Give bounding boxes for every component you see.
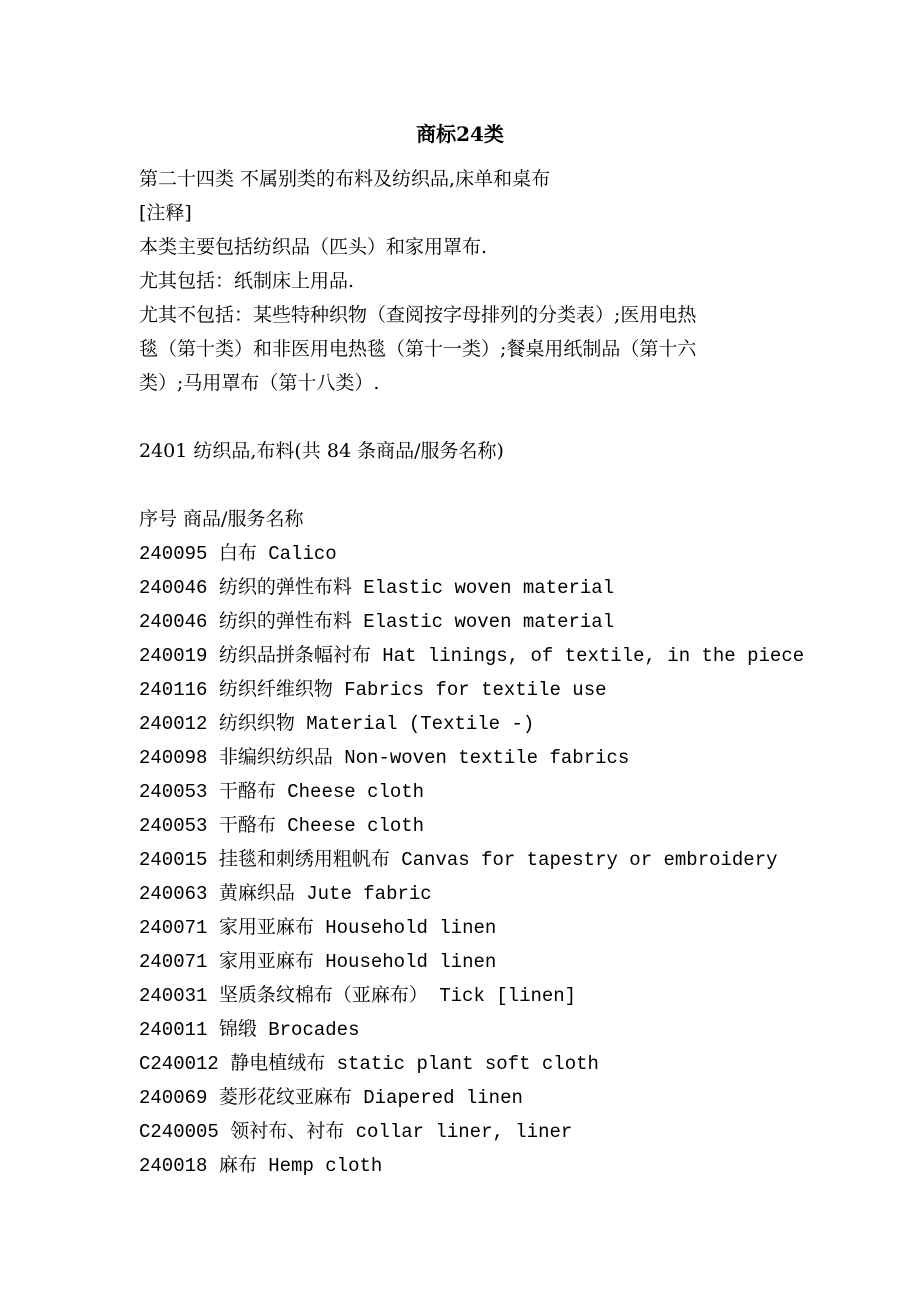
item-name-cn: 纺织的弹性布料 [218,576,352,598]
note-label: [注释] [139,202,192,224]
item-code: 240011 [139,1019,208,1041]
item-name-en: Tick [linen] [439,985,577,1007]
item-code: 240046 [139,577,208,599]
item-name-en: static plant soft cloth [336,1053,599,1075]
item-name-en: Calico [268,543,337,565]
item-name-en: Cheese cloth [287,815,425,837]
item-code: 240071 [139,917,208,939]
item-code: 240012 [139,713,208,735]
list-item [139,842,778,877]
item-name-en: Canvas for tapestry or embroidery [401,849,778,871]
item-name-en: Material (Textile -) [306,713,535,735]
excludes-text-line-3: 类）;马用罩布（第十八类）. [139,372,380,394]
item-name-en: Fabrics for textile use [344,679,607,701]
list-item [139,1080,523,1115]
item-name-en: Household linen [325,951,497,973]
list-item [139,808,424,843]
item-name-en: Jute fabric [306,883,432,905]
item-code: 240031 [139,985,208,1007]
item-name-cn: 黄麻织品 [218,882,295,904]
item-name-cn: 纺织的弹性布料 [218,610,352,632]
item-name-en: collar liner, liner [355,1121,573,1143]
item-name-cn: 锦缎 [218,1018,257,1040]
list-item [139,740,629,775]
class-heading: 第二十四类 不属别类的布料及纺织品,床单和桌布 [139,168,551,190]
item-name-cn: 麻布 [218,1154,257,1176]
includes-text: 尤其包括：纸制床上用品. [139,270,355,292]
item-name-en: Hat linings, of textile, in the piece [382,645,805,667]
list-item [139,638,804,673]
document-title: 商标24类 [416,122,504,146]
item-name-en: Elastic woven material [363,577,615,599]
excludes-text-line-2: 毯（第十类）和非医用电热毯（第十一类）;餐桌用纸制品（第十六 [139,338,697,360]
item-name-cn: 纺织品拼条幅衬布 [218,644,371,666]
item-name-en: Non-woven textile fabrics [344,747,630,769]
item-name-cn: 领衬布、衬布 [230,1120,345,1142]
item-name-en: Cheese cloth [287,781,425,803]
item-name-en: Brocades [268,1019,360,1041]
item-name-en: Hemp cloth [268,1155,383,1177]
item-name-en: Elastic woven material [363,611,615,633]
list-item [139,604,614,639]
item-name-cn: 干酪布 [218,780,276,802]
excludes-text-line-1: 尤其不包括：某些特种织物（查阅按字母排列的分类表）;医用电热 [139,304,697,326]
item-name-cn: 菱形花纹亚麻布 [218,1086,352,1108]
list-item [139,774,424,809]
list-item [139,536,337,571]
item-code: 240116 [139,679,208,701]
item-code: 240018 [139,1155,208,1177]
item-code: C240012 [139,1053,219,1075]
item-code: 240015 [139,849,208,871]
list-item [139,1046,599,1081]
item-name-cn: 挂毯和刺绣用粗帆布 [218,848,390,870]
item-code: 240046 [139,611,208,633]
list-item [139,910,496,945]
item-name-cn: 纺织纤维织物 [218,678,333,700]
item-name-cn: 家用亚麻布 [218,916,314,938]
item-name-cn: 静电植绒布 [230,1052,326,1074]
group-heading: 2401 纺织品,布料(共 84 条商品/服务名称) [139,440,504,462]
list-item [139,978,576,1013]
table-header: 序号 商品/服务名称 [139,508,304,530]
list-item [139,672,607,707]
item-code: 240063 [139,883,208,905]
item-name-cn: 坚质条纹棉布（亚麻布） [218,984,428,1006]
list-item [139,1012,359,1047]
item-code: 240019 [139,645,208,667]
item-name-cn: 干酪布 [218,814,276,836]
item-code: 240069 [139,1087,208,1109]
item-code: 240071 [139,951,208,973]
item-code: C240005 [139,1121,219,1143]
item-name-cn: 非编织纺织品 [218,746,333,768]
item-name-cn: 家用亚麻布 [218,950,314,972]
item-name-en: Household linen [325,917,497,939]
list-item [139,1114,572,1149]
item-name-cn: 白布 [218,542,257,564]
item-name-cn: 纺织织物 [218,712,295,734]
item-name-en: Diapered linen [363,1087,523,1109]
item-code: 240095 [139,543,208,565]
item-code: 240098 [139,747,208,769]
list-item [139,570,614,605]
intro-text: 本类主要包括纺织品（匹头）和家用罩布. [139,236,488,258]
item-code: 240053 [139,781,208,803]
list-item [139,944,496,979]
list-item [139,1148,382,1183]
list-item [139,706,534,741]
list-item [139,876,432,911]
item-code: 240053 [139,815,208,837]
